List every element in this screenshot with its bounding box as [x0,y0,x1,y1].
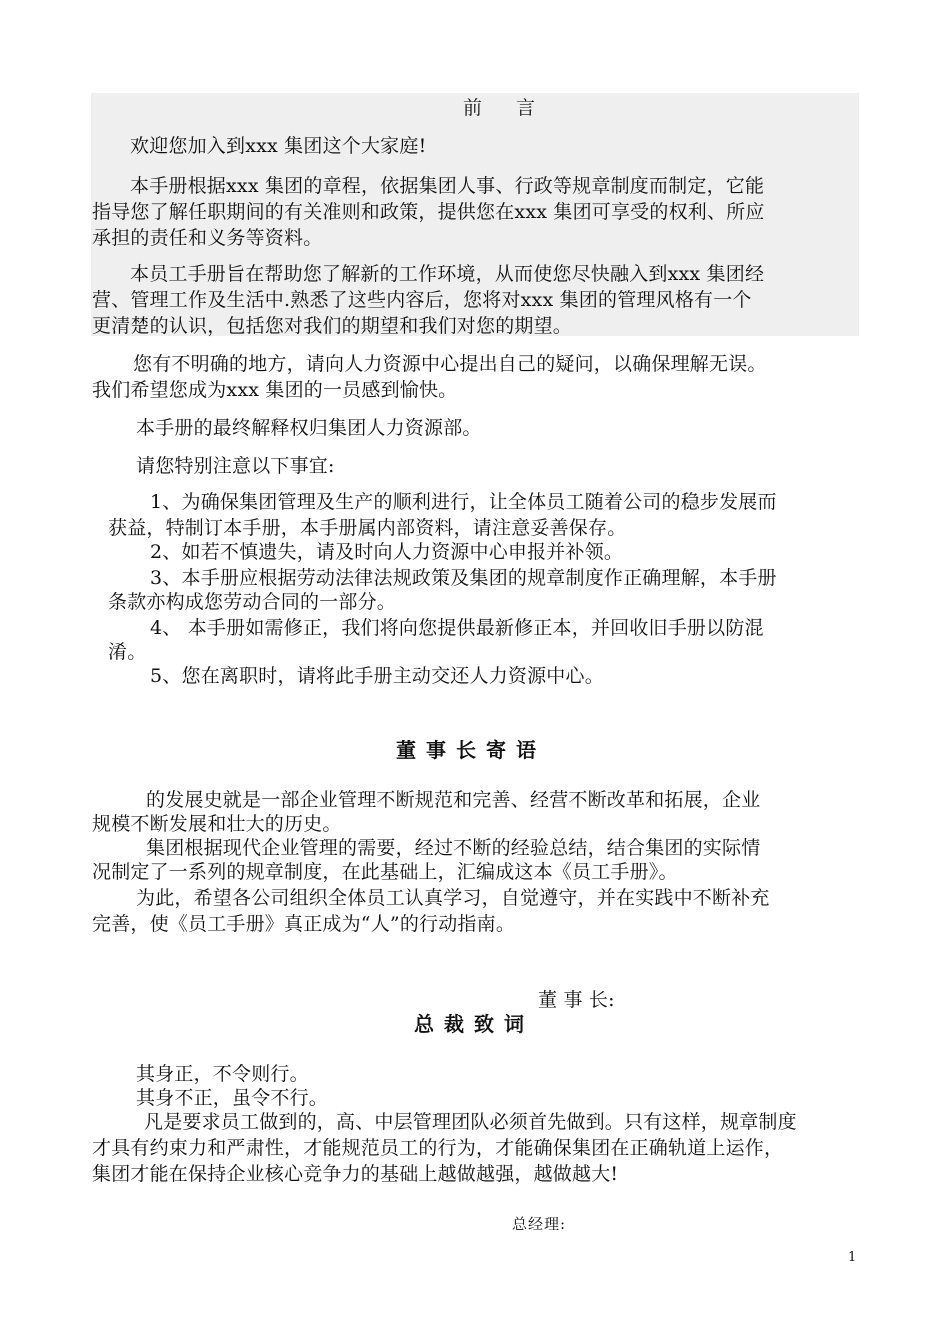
notice-item-2: 2、如若不慎遗失，请及时向人力资源中心申报并补领。 [150,541,624,563]
preface-welcome: 欢迎您加入到xxx 集团这个大家庭! [130,135,427,157]
president-para-line3: 集团才能在保持企业核心竞争力的基础上越做越强，越做越大! [92,1163,619,1185]
chairman-para2-line2: 况制定了一系列的规章制度，在此基础上，汇编成这本《员工手册》。 [92,861,678,883]
preface-para3-line1: 您有不明确的地方，请向人力资源中心提出自己的疑问，以确保理解无误。 [133,353,767,375]
chairman-para3-line2: 完善，使《员工手册》真正成为“人”的行动指南。 [92,913,516,935]
president-line2: 其身不正，虽令不行。 [136,1087,329,1109]
chairman-para1-line2: 规模不断发展和壮大的历史。 [92,813,342,835]
notice-item-4-line2: 淆。 [108,641,147,663]
chairman-para1-line1: 的发展史就是一部企业管理不断规范和完善、经营不断改革和拓展，企业 [146,789,761,811]
notice-item-1-line2: 获益，特制订本手册，本手册属内部资料，请注意妥善保存。 [108,517,627,539]
president-line1: 其身正，不令则行。 [136,1063,309,1085]
preface-title: 前 言 [463,97,550,119]
chairman-signature: 董 事 长: [538,989,615,1011]
preface-para2-line3: 更清楚的认识，包括您对我们的期望和我们对您的期望。 [92,315,573,337]
chairman-heading: 董事长寄语 [396,738,546,762]
preface-para5: 请您特别注意以下事宜: [136,455,335,477]
chairman-para2-line1: 集团根据现代企业管理的需要，经过不断的经验总结，结合集团的实际情 [146,837,761,859]
notice-item-1-line1: 1、为确保集团管理及生产的顺利进行，让全体员工随着公司的稳步发展而 [150,491,777,513]
chairman-para3-line1: 为此，希望各公司组织全体员工认真学习，自觉遵守，并在实践中不断补充 [136,887,770,909]
preface-para1-line1: 本手册根据xxx 集团的章程，依据集团人事、行政等规章制度而制定，它能 [130,175,765,197]
president-para-line2: 才具有约束力和严肃性，才能规范员工的行为，才能确保集团在正确轨道上运作， [92,1137,784,1159]
preface-para2-line2: 营、管理工作及生活中.熟悉了这些内容后，您将对xxx 集团的管理风格有一个 [92,289,752,311]
preface-para3-line2: 我们希望您成为xxx 集团的一员感到愉快。 [92,379,458,401]
notice-item-5: 5、您在离职时，请将此手册主动交还人力资源中心。 [150,665,604,687]
preface-para1-line3: 承担的责任和义务等资料。 [92,227,323,249]
president-signature: 总经理: [512,1215,567,1233]
notice-item-4-line1: 4、 本手册如需修正，我们将向您提供最新修正本，并回收旧手册以防混 [150,617,764,639]
preface-para4: 本手册的最终解释权归集团人力资源部。 [136,417,482,439]
page-number: 1 [848,1250,857,1265]
notice-item-3-line2: 条款亦构成您劳动合同的一部分。 [108,591,397,613]
president-para-line1: 凡是要求员工做到的，高、中层管理团队必须首先做到。只有这样，规章制度 [144,1111,797,1133]
preface-para1-line2: 指导您了解任职期间的有关准则和政策，提供您在xxx 集团可享受的权利、所应 [92,201,765,223]
notice-item-3-line1: 3、本手册应根据劳动法律法规政策及集团的规章制度作正确理解，本手册 [150,567,777,589]
preface-para2-line1: 本员工手册旨在帮助您了解新的工作环境，从而使您尽快融入到xxx 集团经 [130,263,765,285]
president-heading: 总裁致词 [414,1012,534,1036]
